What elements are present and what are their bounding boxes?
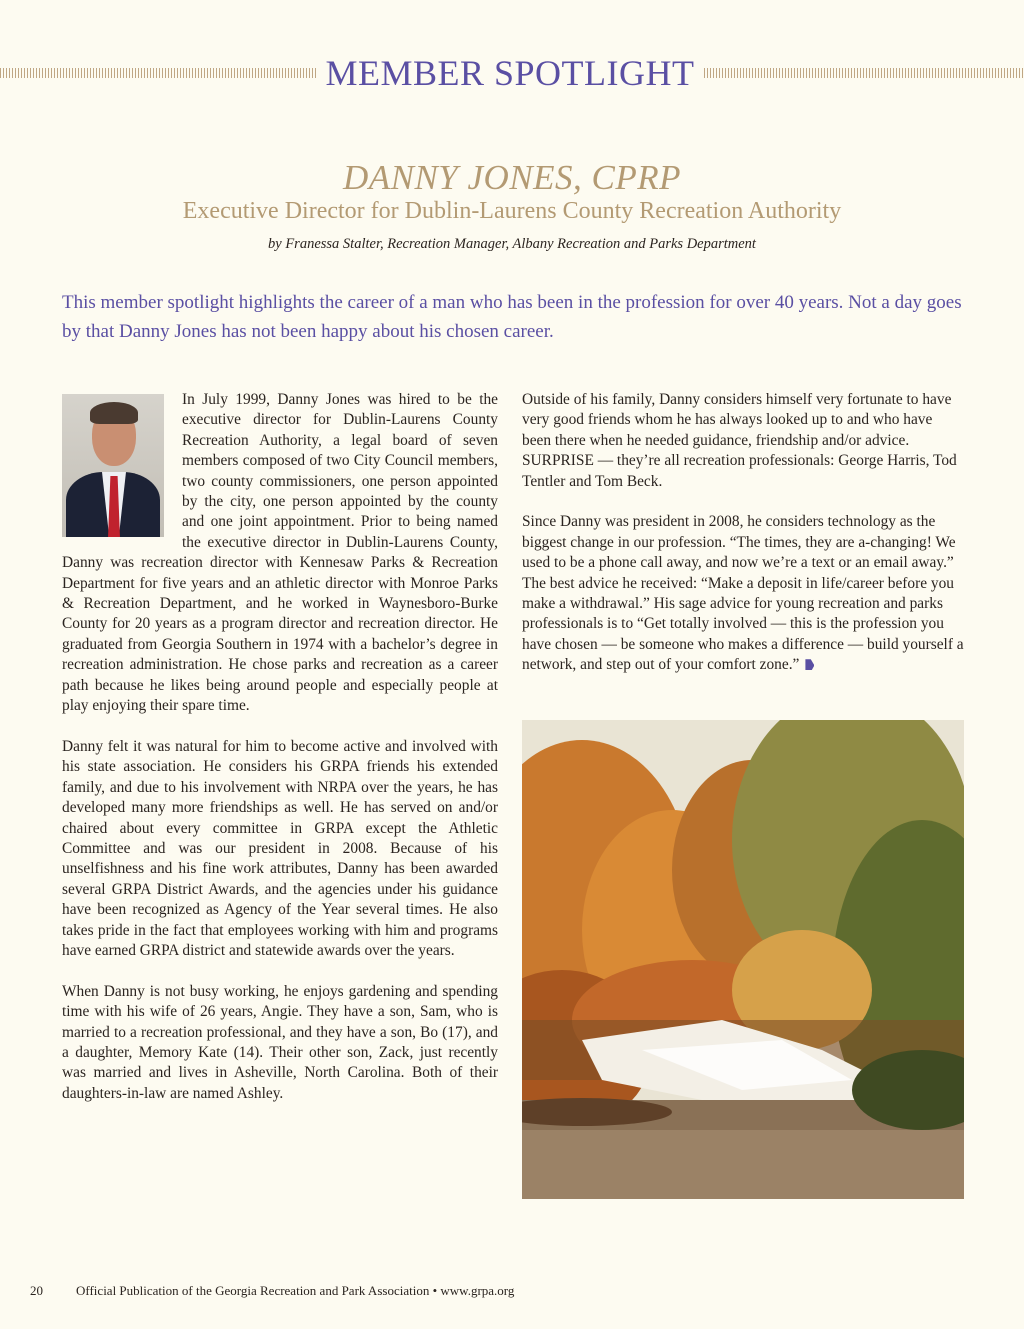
intro-deck: This member spotlight highlights the career of a man who has been in the profession for over 40 years. Not a day goes by that Danny Jones has not been happy about his chosen career. bbox=[62, 292, 962, 342]
publication-name: Official Publication of the Georgia Recreation and Park Association bbox=[76, 1283, 430, 1298]
article-subtitle: Executive Director for Dublin-Laurens County Recreation Authority bbox=[182, 198, 842, 224]
end-mark-icon bbox=[805, 659, 814, 670]
left-column bbox=[62, 390, 498, 1125]
section-title: MEMBER SPOTLIGHT bbox=[325, 53, 695, 93]
paragraph-text: In July 1999, Danny Jones was hired to be the executive director for Dublin-Laurens County Recreation Authority, a legal board of seven members composed of two City Council members, two county commissioners, one person appointed by the city, one person appointed by the county and one joint appointment. Prior to being named the executive director in Dublin-Laurens County, Danny was recreation director with Kennesaw Parks & Recreation Department for five years and an athletic director with Monroe Parks & Recreation Department, and he worked in Waynesboro-Burke County for 20 years as a program director and recreation director. He graduated from Georgia Southern in 1974 with a bachelor’s degree in recreation administration. He chose parks and recreation as a career path because he likes being around people and especially people at play enjoying their spare time. bbox=[62, 391, 498, 715]
autumn-river-photo bbox=[522, 720, 964, 1199]
portrait-photo bbox=[62, 394, 164, 537]
decorative-rule-right bbox=[704, 68, 1024, 78]
paragraph-text: Since Danny was president in 2008, he considers technology as the biggest change in our profession. “The times, they are a-changing! We used to be a phone call away, and now we’re a text or an email away.” The best advice he received: “Make a deposit in life/career before you make a withdrawal.” His sage advice for young recreation and parks professionals is to “Get totally involved — this is the profession you have chosen — be someone who makes a difference — build yourself a network, and step out of your comfort zone.” bbox=[522, 513, 964, 674]
paragraph bbox=[522, 512, 964, 675]
article-name: DANNY JONES, CPRP bbox=[342, 158, 682, 197]
footer-separator: • bbox=[432, 1283, 438, 1298]
right-column bbox=[522, 390, 964, 696]
byline: by Franessa Stalter, Recreation Manager, Albany Recreation and Parks Department bbox=[268, 236, 756, 252]
page-number: 20 bbox=[30, 1283, 43, 1298]
paragraph: Outside of his family, Danny considers himself very fortunate to have very good friends whom he has always looked up to and who have been there when he needed guidance, friendship and/or advice. SURPRISE — they’re all recreation professionals: George Harris, Tod Tentler and Tom Beck. bbox=[522, 391, 957, 490]
website-link[interactable]: www.grpa.org bbox=[440, 1283, 515, 1298]
page-footer bbox=[30, 1283, 514, 1299]
paragraph: Danny felt it was natural for him to become active and involved with his state association. He considers his GRPA friends his extended family, and due to his involvement with NRPA over the years, he has developed many more friendships as well. He has served on and/or chaired about every committee in GRPA except the Athletic Committee and was our president in 2008. Because of his unselfishness and his fine work attributes, Danny has been awarded several GRPA District Awards, and the agencies under his guidance have been recognized as Agency of the Year several times. He also takes pride in the fact that employees working with him and programs have earned GRPA district and statewide awards over the years. bbox=[62, 737, 498, 959]
paragraph bbox=[62, 390, 498, 717]
decorative-rule-left bbox=[0, 68, 316, 78]
paragraph: When Danny is not busy working, he enjoys gardening and spending time with his wife of 26 years, Angie. They have a son, Sam, who is married to a recreation professional, and they have a son, Bo (17), and a daughter, Memory Kate (14). Their other son, Zack, just recently was married and lives in Asheville, North Carolina. Both of their daughters-in-law are named Ashley. bbox=[62, 982, 498, 1102]
masthead bbox=[0, 52, 1024, 96]
